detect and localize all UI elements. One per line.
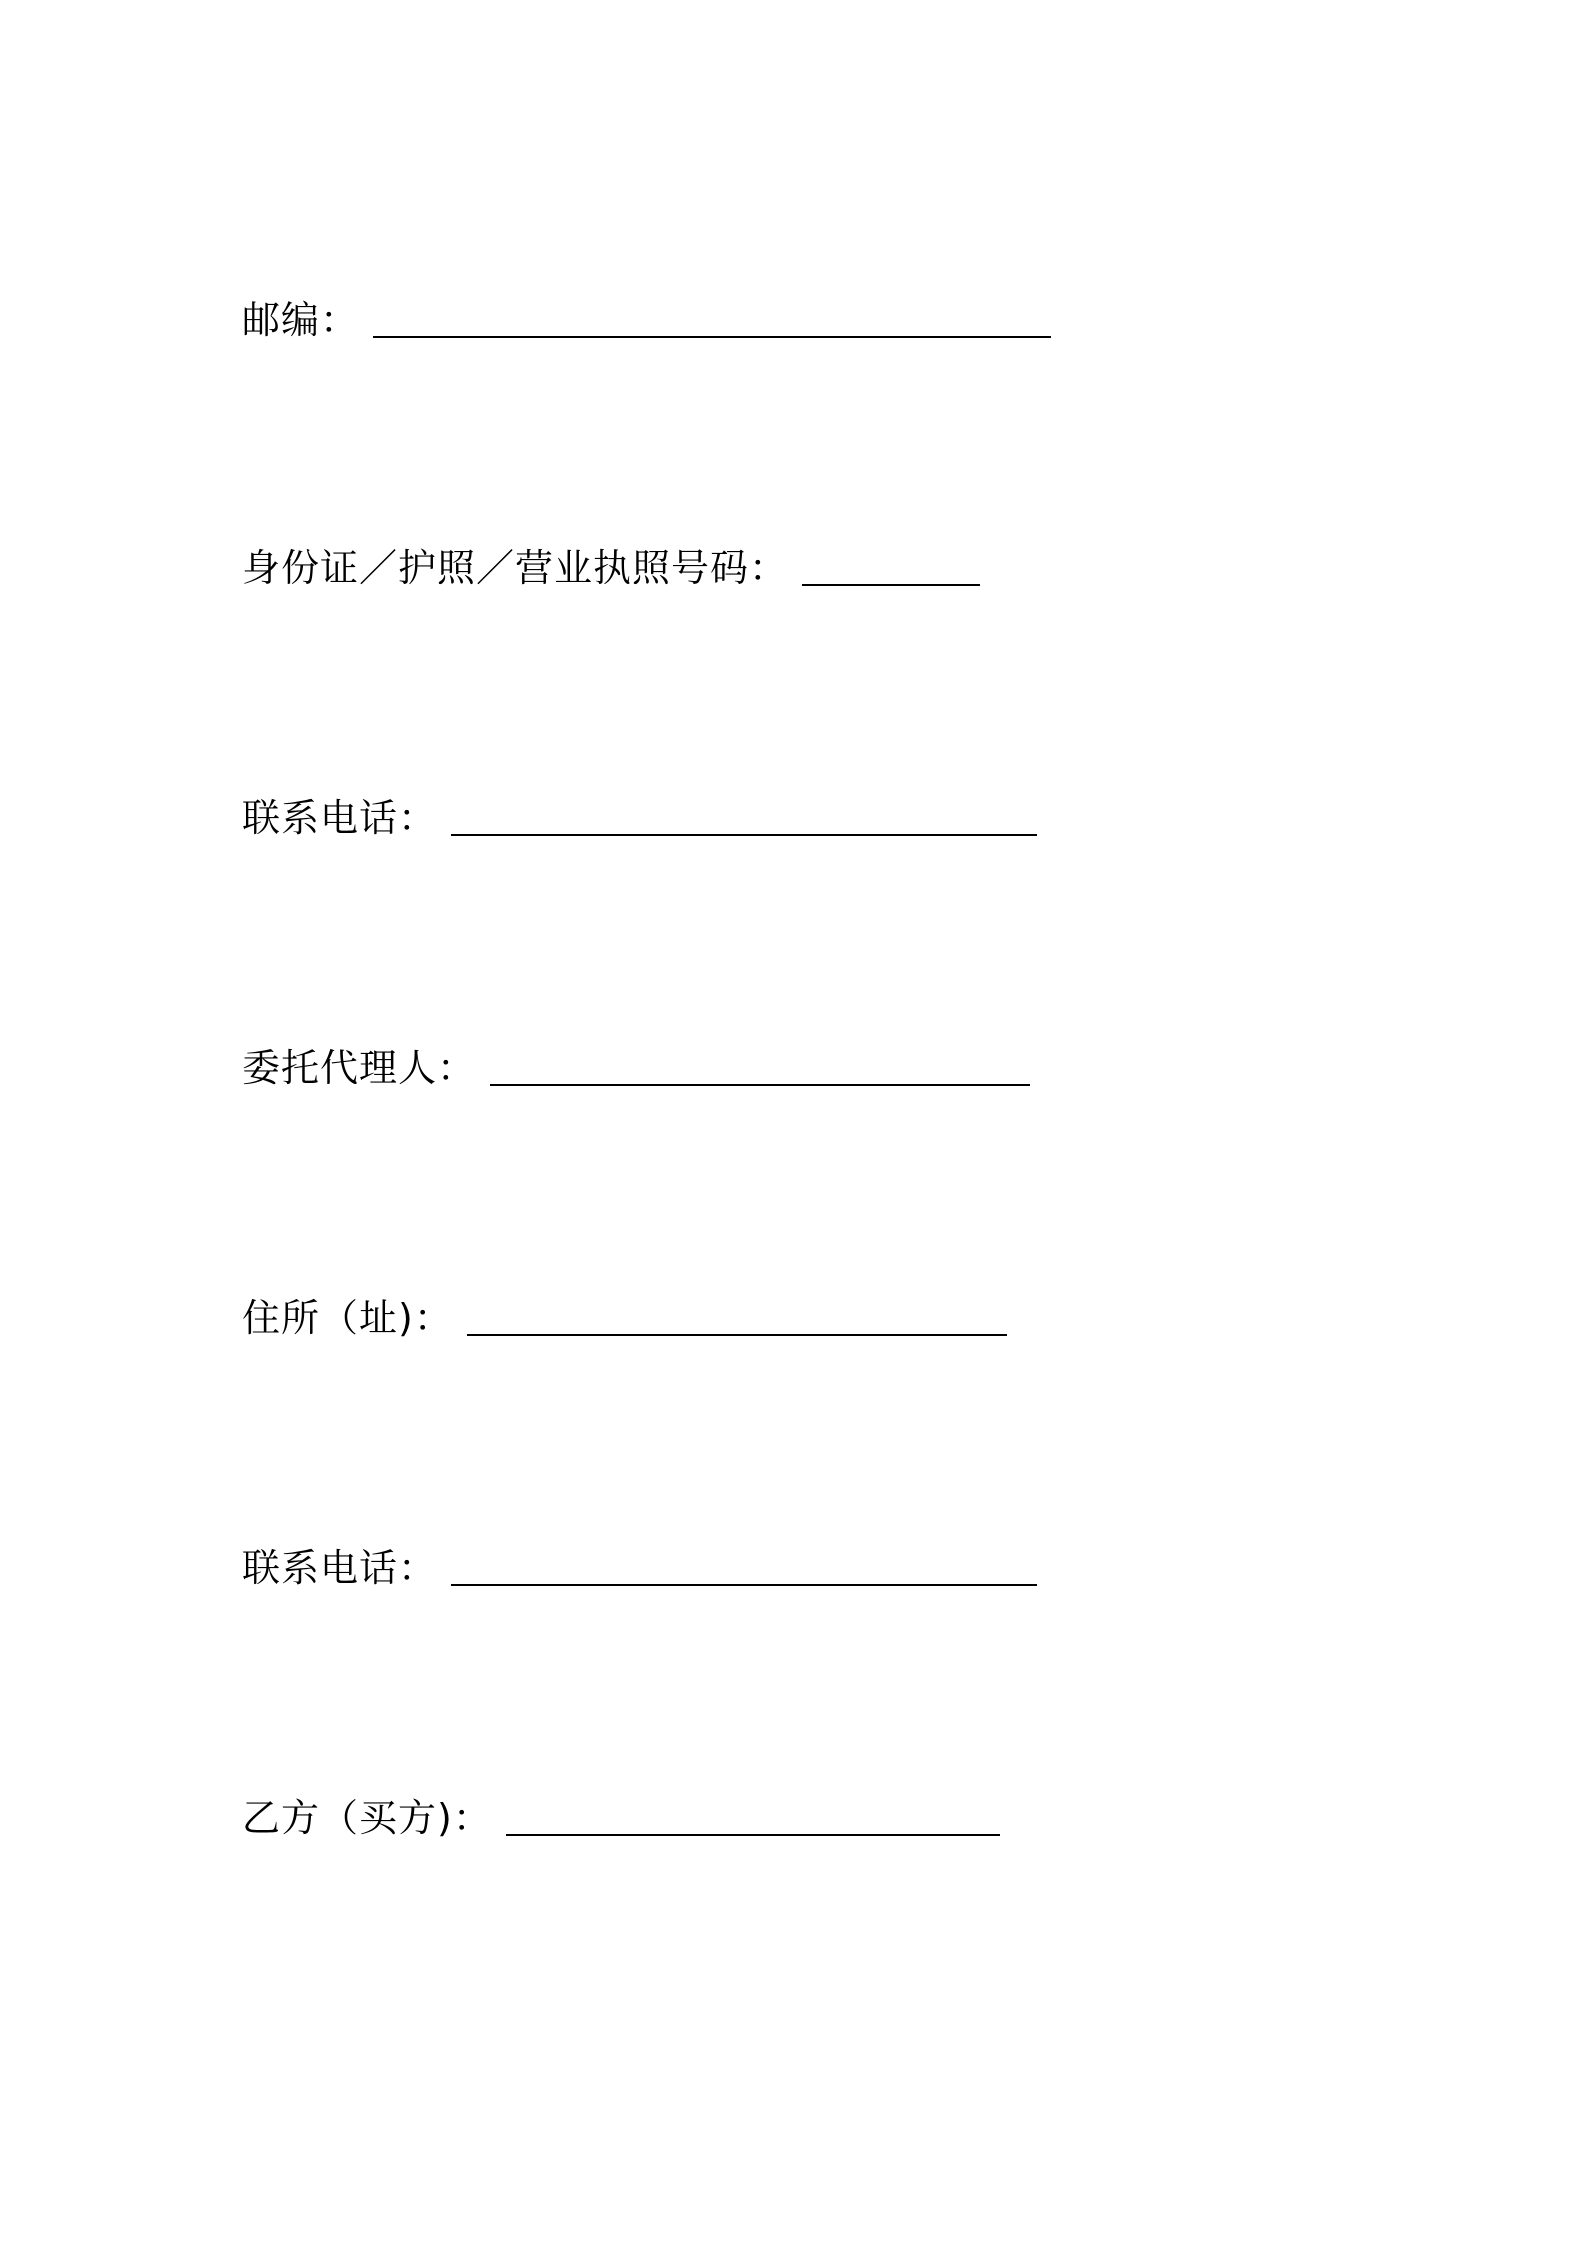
- phone-label-2: 联系电话：: [242, 1546, 438, 1590]
- agent-blank-line: [490, 1084, 1030, 1086]
- phone-field-2: [242, 1536, 1037, 1592]
- address-field: [242, 1286, 1007, 1342]
- phone-blank-line-2: [451, 1584, 1037, 1586]
- address-blank-line: [467, 1334, 1007, 1336]
- address-label: 住所（址)：: [242, 1296, 453, 1340]
- party-b-field: [242, 1786, 1000, 1842]
- postcode-label: 邮编：: [242, 298, 360, 342]
- agent-label: 委托代理人：: [242, 1046, 477, 1090]
- postcode-blank-line: [373, 336, 1051, 338]
- party-b-label: 乙方（买方)：: [242, 1796, 492, 1840]
- phone-blank-line-1: [451, 834, 1037, 836]
- id-number-label: 身份证／护照／营业执照号码：: [242, 546, 789, 590]
- phone-label-1: 联系电话：: [242, 796, 438, 840]
- id-number-field: [242, 536, 980, 592]
- phone-field-1: [242, 786, 1037, 842]
- party-b-blank-line: [506, 1834, 1000, 1836]
- agent-field: [242, 1036, 1030, 1092]
- postcode-field: [242, 288, 1051, 344]
- id-number-blank-line: [802, 584, 980, 586]
